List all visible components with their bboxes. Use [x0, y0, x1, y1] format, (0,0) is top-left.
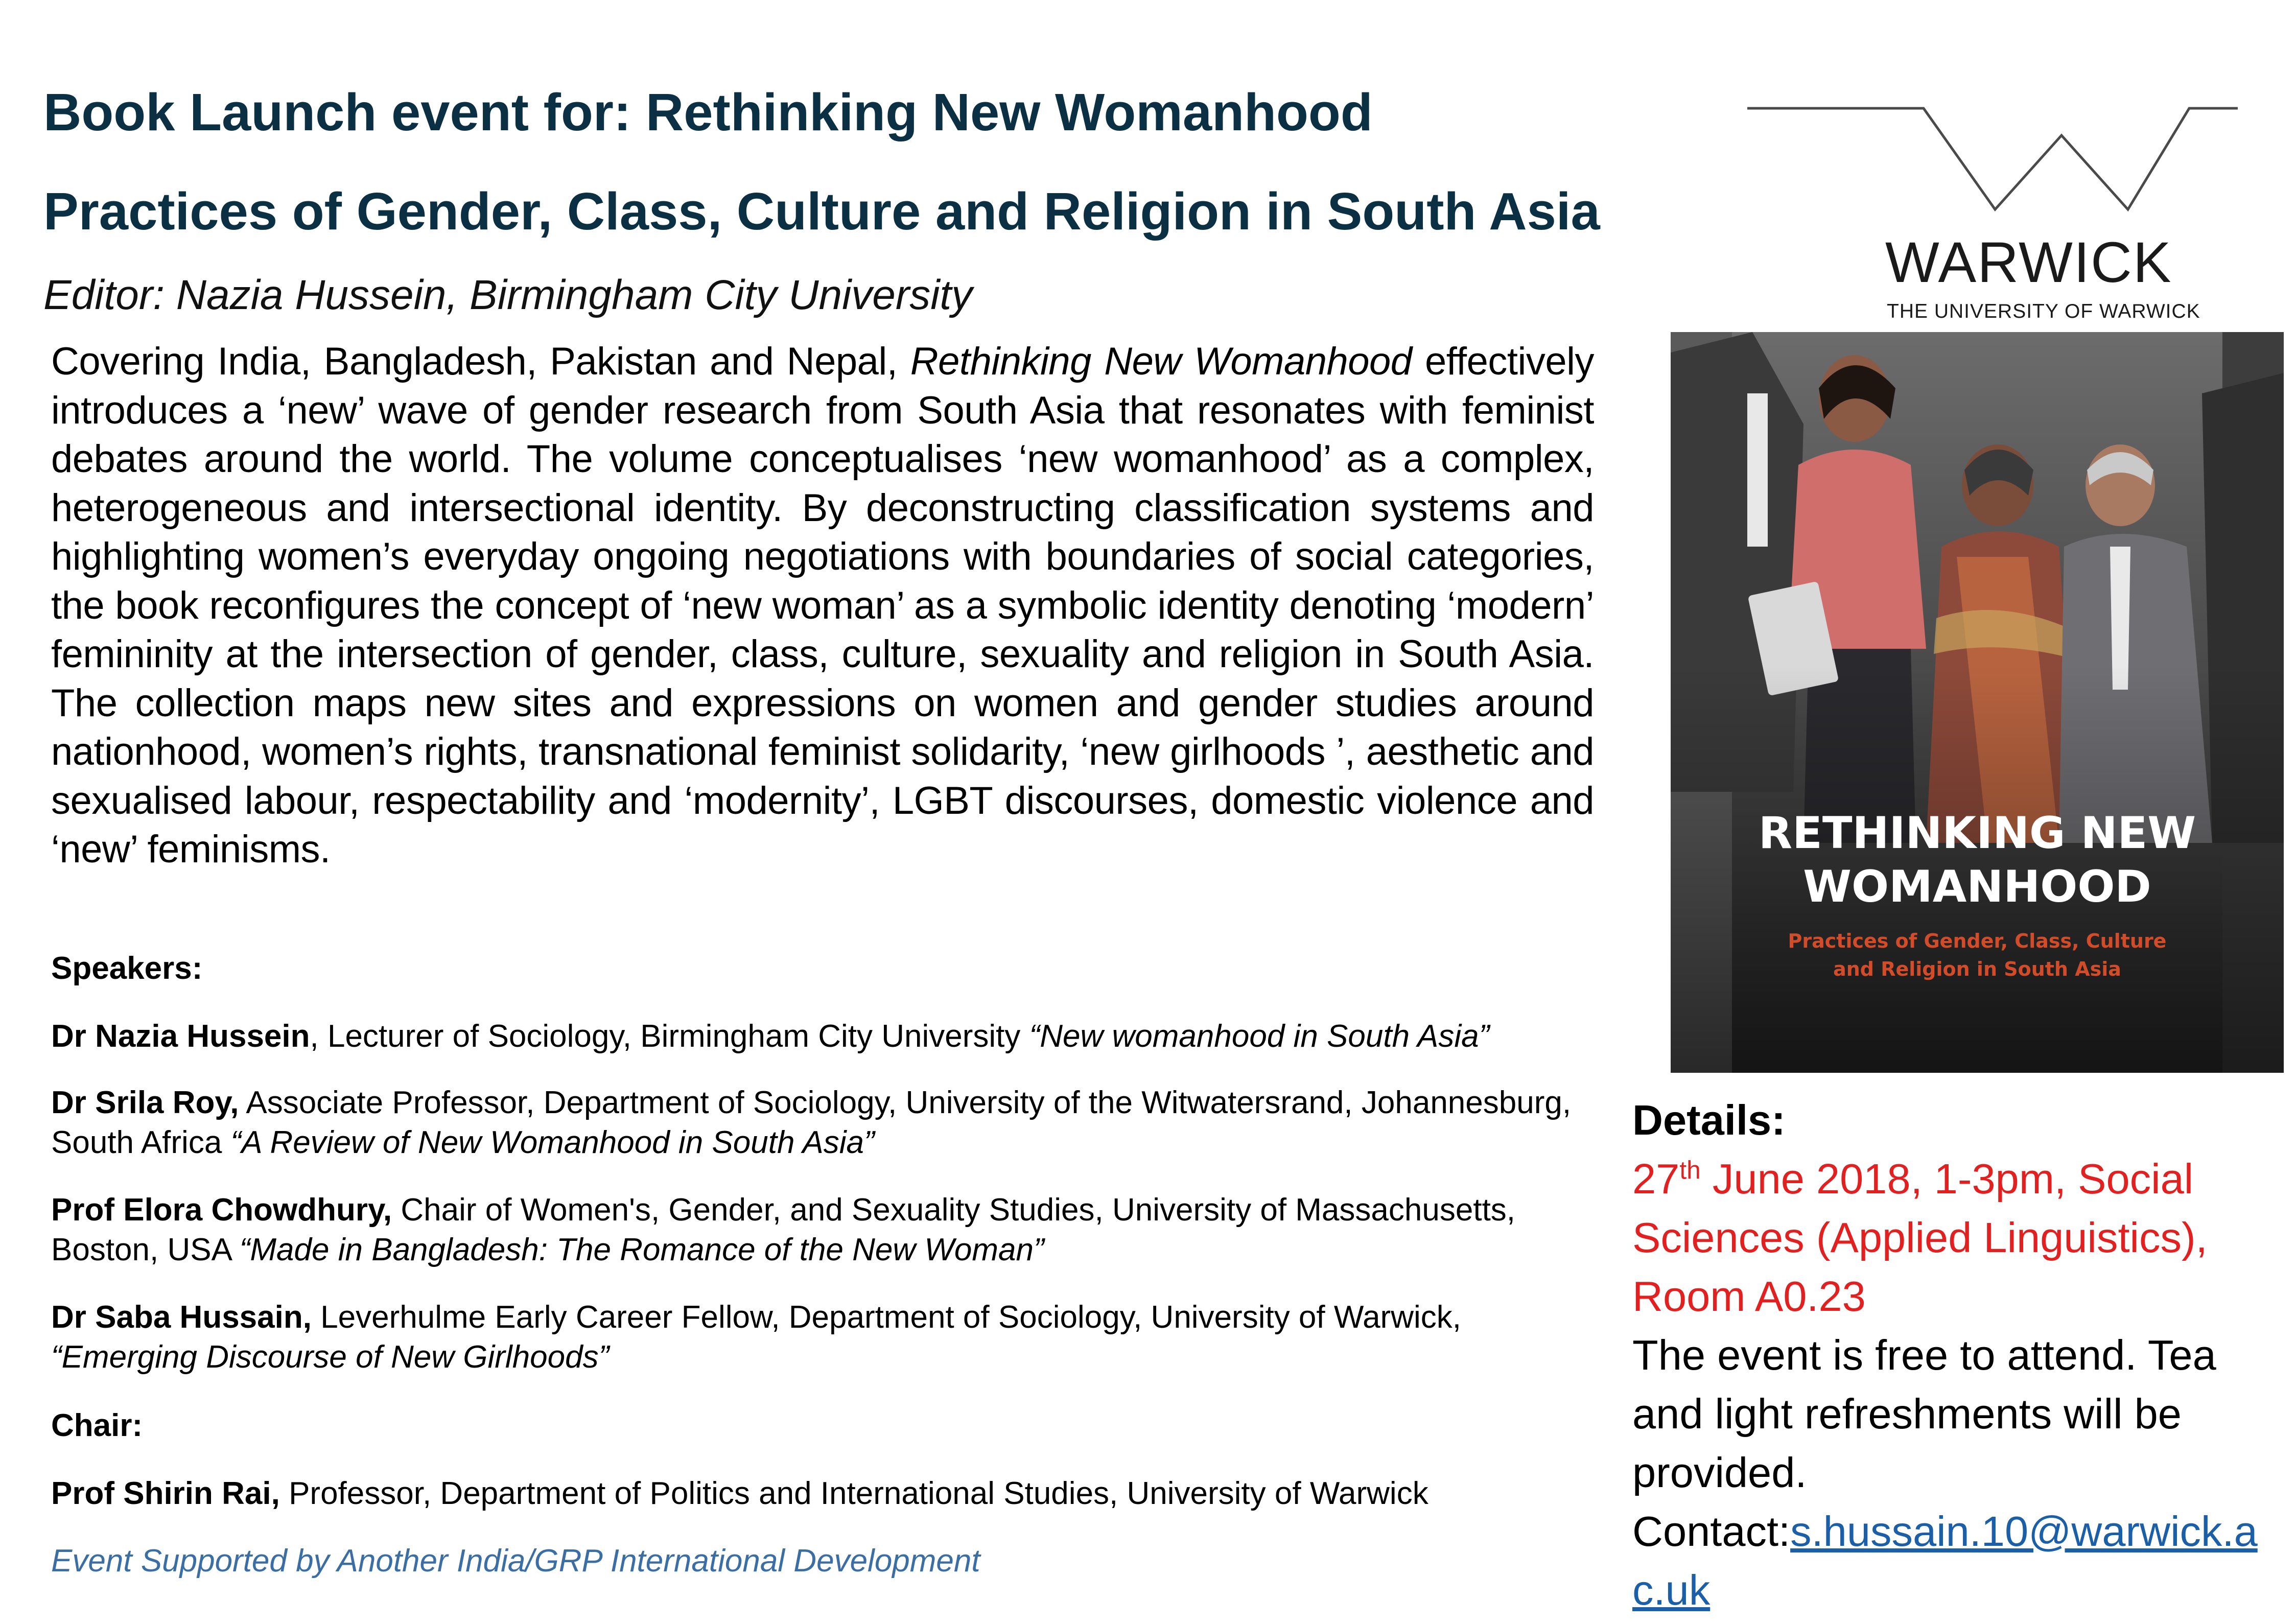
warwick-logo [1747, 102, 2238, 322]
book-cover-illustration [1671, 332, 2284, 1073]
chair-label: Chair: [51, 1408, 143, 1443]
speaker-entry [51, 1298, 1614, 1377]
event-date-day: 27 [1632, 1155, 1680, 1203]
warwick-w-logo-icon [1747, 102, 2238, 225]
editor-line: Editor: Nazia Hussein, Birmingham City University [43, 272, 973, 318]
speaker-talk: “A Review of New Womanhood in South Asia” [230, 1125, 875, 1160]
speaker-affiliation: Chair of Women's, Gender, and Sexuality Studies, University of Massachusetts, Boston, USA [51, 1192, 1516, 1267]
event-date-location [1632, 1149, 2286, 1326]
speaker-talk: “Emerging Discourse of New Girlhoods” [51, 1339, 610, 1375]
speaker-entry [51, 1017, 1614, 1056]
event-date-rest: June 2018, 1-3pm, Social Sciences (Applied Linguistics), Room A0.23 [1632, 1155, 2208, 1320]
logo-subtitle: THE UNIVERSITY OF WARWICK [1887, 300, 2200, 322]
speaker-talk: “Made in Bangladesh: The Romance of the New Woman” [239, 1232, 1044, 1267]
book-cover-image [1671, 332, 2284, 1073]
contact-label: Contact: [1632, 1508, 1791, 1555]
speaker-entry [51, 1190, 1614, 1270]
event-date-suffix: th [1679, 1156, 1701, 1185]
cover-title-line2: WOMANHOOD [1803, 861, 2151, 912]
speaker-name: Dr Saba Hussain, [51, 1300, 312, 1335]
cover-subtitle-line2: and Religion in South Asia [1833, 958, 2121, 980]
cover-subtitle-line1: Practices of Gender, Class, Culture [1788, 930, 2167, 952]
event-details [1632, 1091, 2286, 1619]
support-note: Event Supported by Another India/GRP International Development [51, 1543, 980, 1579]
speakers-label: Speakers: [51, 951, 203, 986]
description-intro: Covering India, Bangladesh, Pakistan and Nepal, [51, 340, 910, 383]
page-subtitle: Practices of Gender, Class, Culture and Religion in South Asia [43, 182, 1600, 241]
contact-email-link[interactable]: s.hussain.10@warwick.ac.uk [1632, 1508, 2258, 1614]
chair-affiliation: Professor, Department of Politics and International Studies, University of Warwick [279, 1476, 1428, 1511]
cover-title-line1: RETHINKING NEW [1758, 808, 2196, 859]
speaker-talk: “New womanhood in South Asia” [1029, 1019, 1490, 1054]
speaker-affiliation: , Lecturer of Sociology, Birmingham City University [310, 1019, 1029, 1054]
description-body: effectively introduces a ‘new’ wave of gender research from South Asia that resonates with feminist debates around the world. The volume conceptualises ‘new womanhood’ as a complex, heterogeneous and intersectional identity. By deconstructing classification systems and highlighting women’s everyday ongoing negotiations with boundaries of social categories, the book reconfigures the concept of ‘new woman’ as a symbolic identity denoting ‘modern’ femininity at the intersection of gender, class, culture, sexuality and religion in South Asia. The collection maps new sites and expressions on women and gender studies around nationhood, women’s rights, transnational feminist solidarity, ‘new girlhoods ’, aesthetic and sexualised labour, respectability and ‘modernity’, LGBT discourses, domestic violence and ‘new’ feminisms. [51, 340, 1595, 871]
chair-entry [51, 1474, 1614, 1514]
speaker-name: Prof Elora Chowdhury, [51, 1192, 392, 1228]
event-info: The event is free to attend. Tea and light refreshments will be provided. [1632, 1331, 2216, 1496]
logo-wordmark: WARWICK [1885, 230, 2172, 294]
book-description [51, 337, 1594, 874]
speaker-affiliation: Associate Professor, Department of Sociology, University of the Witwatersrand, Johannesburg, South Africa [51, 1085, 1572, 1160]
speaker-name: Dr Srila Roy, [51, 1085, 239, 1120]
description-book-title: Rethinking New Womanhood [910, 340, 1412, 383]
contact-line [1632, 1502, 2286, 1619]
chair-name: Prof Shirin Rai, [51, 1476, 280, 1511]
details-label: Details: [1632, 1096, 1786, 1144]
page-title: Book Launch event for: Rethinking New Womanhood [43, 83, 1373, 142]
speaker-affiliation: Leverhulme Early Career Fellow, Department of Sociology, University of Warwick, [311, 1300, 1461, 1335]
speaker-name: Dr Nazia Hussein [51, 1019, 310, 1054]
speaker-entry [51, 1083, 1614, 1163]
